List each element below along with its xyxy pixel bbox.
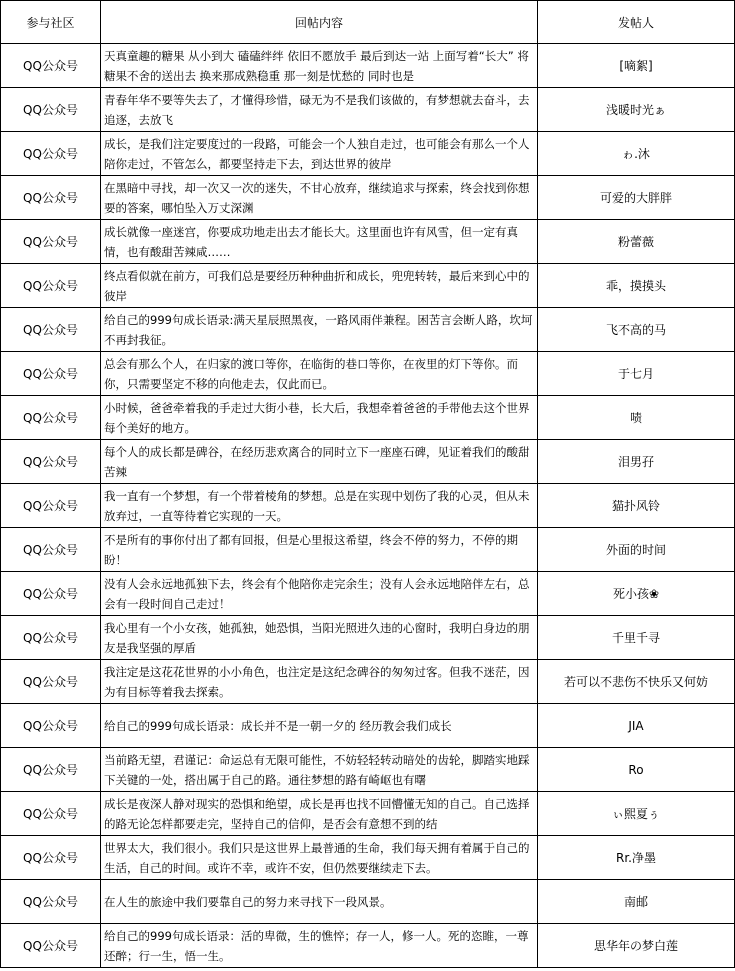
reply-text: 青春年华不要等失去了，才懂得珍惜，碌无为不是我们该做的，有梦想就去奋斗，去追逐，去放飞 bbox=[104, 92, 530, 127]
reply-text: 终点看似就在前方，可我们总是要经历种种曲折和成长，兜兜转转，最后来到心中的彼岸 bbox=[104, 268, 530, 303]
community-cell: QQ公众号 bbox=[1, 44, 101, 88]
header-content: 回帖内容 bbox=[101, 1, 538, 44]
community-cell: QQ公众号 bbox=[1, 220, 101, 264]
community-cell: QQ公众号 bbox=[1, 616, 101, 660]
content-cell bbox=[101, 352, 538, 396]
author-cell: 猫扑风铃 bbox=[538, 484, 735, 528]
table-row bbox=[1, 308, 735, 352]
reply-text: 我心里有一个小女孩，她孤独，她恐惧，当阳光照进久违的心窗时，我明白身边的朋友是我坚强的厚盾 bbox=[104, 620, 530, 655]
author-cell: 乖，摸摸头 bbox=[538, 264, 735, 308]
table-row bbox=[1, 704, 735, 748]
community-cell: QQ公众号 bbox=[1, 440, 101, 484]
table-row bbox=[1, 440, 735, 484]
table-row bbox=[1, 352, 735, 396]
author-cell: 死小孩❀ bbox=[538, 572, 735, 616]
header-row bbox=[1, 1, 735, 44]
reply-text: 成长，是我们注定要度过的一段路，可能会一个人独自走过，也可能会有那么一个人陪你走过，不管怎么，都要坚持走下去，到达世界的彼岸 bbox=[104, 136, 530, 171]
community-cell: QQ公众号 bbox=[1, 924, 101, 968]
community-cell: QQ公众号 bbox=[1, 572, 101, 616]
content-cell bbox=[101, 528, 538, 572]
content-cell bbox=[101, 88, 538, 132]
author-cell: ぃ熙夏ぅ bbox=[538, 792, 735, 836]
table-row bbox=[1, 660, 735, 704]
content-cell bbox=[101, 616, 538, 660]
community-cell: QQ公众号 bbox=[1, 396, 101, 440]
author-cell: [嘀絮] bbox=[538, 44, 735, 88]
author-cell: 泪男孖 bbox=[538, 440, 735, 484]
author-cell: 千里千寻 bbox=[538, 616, 735, 660]
community-cell: QQ公众号 bbox=[1, 308, 101, 352]
reply-text: 在黑暗中寻找，却一次又一次的迷失，不甘心放弃，继续追求与探索，终会找到你想要的答案，哪怕坠入万丈深渊 bbox=[104, 180, 530, 215]
author-cell: Ro bbox=[538, 748, 735, 792]
content-cell bbox=[101, 176, 538, 220]
reply-text: 每个人的成长都是碑谷，在经历悲欢离合的同时立下一座座石碑，见证着我们的酸甜苦辣 bbox=[104, 444, 530, 479]
author-cell: 啧 bbox=[538, 396, 735, 440]
reply-text: 小时候，爸爸牵着我的手走过大街小巷，长大后，我想牵着爸爸的手带他去这个世界每个美好的地方。 bbox=[104, 400, 530, 435]
author-cell: 若可以不悲伤不快乐又何妨 bbox=[538, 660, 735, 704]
reply-text: 在人生的旅途中我们要靠自己的努力来寻找下一段风景。 bbox=[104, 894, 392, 909]
author-cell: 可爱的大胖胖 bbox=[538, 176, 735, 220]
author-cell: 浅暖时光ぁ bbox=[538, 88, 735, 132]
table-row bbox=[1, 132, 735, 176]
author-cell: JIA bbox=[538, 704, 735, 748]
reply-text: 成长就像一座迷宫，你要成功地走出去才能长大。这里面也许有风雪，但一定有真情，也有酸甜苦辣咸…… bbox=[104, 224, 518, 259]
community-cell: QQ公众号 bbox=[1, 836, 101, 880]
content-cell bbox=[101, 660, 538, 704]
header-author: 发帖人 bbox=[538, 1, 735, 44]
community-cell: QQ公众号 bbox=[1, 704, 101, 748]
table-row bbox=[1, 792, 735, 836]
community-cell: QQ公众号 bbox=[1, 132, 101, 176]
table-row bbox=[1, 220, 735, 264]
content-cell bbox=[101, 220, 538, 264]
content-cell bbox=[101, 924, 538, 968]
community-cell: QQ公众号 bbox=[1, 264, 101, 308]
reply-text: 我注定是这花花世界的小小角色，也注定是这纪念碑谷的匆匆过客。但我不迷茫，因为有目标等着我去探索。 bbox=[104, 664, 530, 699]
reply-text: 不是所有的事你付出了都有回报，但是心里报这希望，终会不停的努力，不停的期盼！ bbox=[104, 532, 518, 567]
community-cell: QQ公众号 bbox=[1, 792, 101, 836]
community-cell: QQ公众号 bbox=[1, 660, 101, 704]
reply-text: 给自己的999句成长语录：成长并不是一朝一夕的 经历教会我们成长 bbox=[104, 718, 452, 733]
table-row bbox=[1, 836, 735, 880]
community-cell: QQ公众号 bbox=[1, 484, 101, 528]
community-cell: QQ公众号 bbox=[1, 88, 101, 132]
header-community: 参与社区 bbox=[1, 1, 101, 44]
community-cell: QQ公众号 bbox=[1, 880, 101, 924]
reply-text: 我一直有一个梦想，有一个带着棱角的梦想。总是在实现中划伤了我的心灵，但从未放弃过，一直等待着它实现的一天。 bbox=[104, 488, 530, 523]
table-row bbox=[1, 176, 735, 220]
table-row bbox=[1, 748, 735, 792]
author-cell: 于七月 bbox=[538, 352, 735, 396]
reply-text: 成长是夜深人静对现实的恐惧和绝望，成长是再也找不回懵懂无知的自己。自己选择的路无论怎样都要走完，坚持自己的信仰，是否会有意想不到的结 bbox=[104, 796, 530, 831]
reply-text: 世界太大，我们很小。我们只是这世界上最普通的生命，我们每天拥有着属于自己的生活，自己的时间。或许不幸，或许不安，但仍然要继续走下去。 bbox=[104, 840, 530, 875]
author-cell: 思华年の梦白莲 bbox=[538, 924, 735, 968]
content-cell bbox=[101, 880, 538, 924]
author-cell: ゎ.沐 bbox=[538, 132, 735, 176]
reply-text: 当前路无望，君谨记：命运总有无限可能性，不妨轻轻转动暗处的齿轮，脚踏实地踩下关键的一处，搭出属于自己的路。通往梦想的路有崎岖也有曙 bbox=[104, 752, 530, 787]
reply-text: 没有人会永远地孤独下去，终会有个他陪你走完余生；没有人会永远地陪伴左右，总会有一段时间自己走过！ bbox=[104, 576, 530, 611]
table-row bbox=[1, 44, 735, 88]
table-row bbox=[1, 924, 735, 968]
content-cell bbox=[101, 308, 538, 352]
reply-text: 给自己的999句成长语录:满天星辰照黑夜，一路风雨伴兼程。困苦言会断人路，坎坷不再封我征。 bbox=[104, 312, 533, 347]
reply-text: 总会有那么个人，在归家的渡口等你，在临街的巷口等你，在夜里的灯下等你。而你，只需要坚定不移的向他走去，仅此而已。 bbox=[104, 356, 518, 391]
content-cell bbox=[101, 572, 538, 616]
content-cell bbox=[101, 264, 538, 308]
author-cell: 飞不高的马 bbox=[538, 308, 735, 352]
content-cell bbox=[101, 836, 538, 880]
community-cell: QQ公众号 bbox=[1, 748, 101, 792]
author-cell: 粉蕾薇 bbox=[538, 220, 735, 264]
table-row bbox=[1, 616, 735, 660]
table-row bbox=[1, 396, 735, 440]
table-row bbox=[1, 572, 735, 616]
table-row bbox=[1, 880, 735, 924]
table-row bbox=[1, 88, 735, 132]
content-cell bbox=[101, 748, 538, 792]
table-row bbox=[1, 528, 735, 572]
table-row bbox=[1, 264, 735, 308]
community-cell: QQ公众号 bbox=[1, 528, 101, 572]
content-cell bbox=[101, 440, 538, 484]
content-cell bbox=[101, 396, 538, 440]
content-cell bbox=[101, 44, 538, 88]
reply-text: 给自己的999句成长语录：活的卑微，生的憔悴；存一人，修一人。死的恣睢，一尊还醉；行一生，悟一生。 bbox=[104, 928, 529, 963]
author-cell: Rr.净墨 bbox=[538, 836, 735, 880]
content-cell bbox=[101, 704, 538, 748]
content-cell bbox=[101, 792, 538, 836]
reply-text: 天真童趣的糖果 从小到大 磕磕绊绊 依旧不愿放手 最后到达一站 上面写着“长大” 将糖果不舍的送出去 换来那成熟稳重 那一刻是忧愁的 同时也是 bbox=[104, 48, 529, 83]
author-cell: 南邮 bbox=[538, 880, 735, 924]
author-cell: 外面的时间 bbox=[538, 528, 735, 572]
content-cell bbox=[101, 132, 538, 176]
community-cell: QQ公众号 bbox=[1, 352, 101, 396]
community-cell: QQ公众号 bbox=[1, 176, 101, 220]
content-cell bbox=[101, 484, 538, 528]
table-row bbox=[1, 484, 735, 528]
